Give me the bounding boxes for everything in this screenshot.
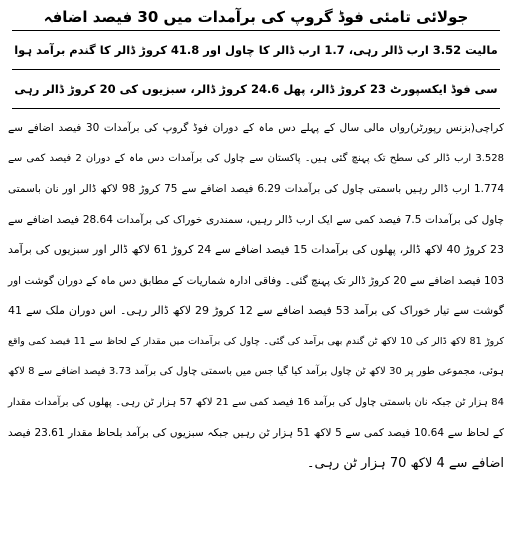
body-line: ہوئی، مجموعی طور پر 30 لاکھ ٹن چاول برآمد کیا گیا جس میں باسمتی چاول کی برآمد 3.73 فیصد اضافے سے 8 لاکھ — [8, 366, 504, 377]
body-line: 1.774 ارب ڈالر رہیں باسمتی چاول کی برآمدات 6.29 فیصد اضافے سے 75 کروڑ 98 لاکھ ڈالر اور نان باسمتی — [8, 183, 504, 195]
body-line: کراچی(بزنس رپورٹر)رواں مالی سال کے پہلے دس ماہ کے دوران فوڈ گروپ کی برآمدات 30 فیصد اضافے سے — [8, 122, 504, 134]
body-line: گوشت سے تیار خوراک کی برآمد 53 فیصد اضافے سے 12 کروڑ 29 لاکھ ڈالر رہی۔ اس دوران ملک سے 41 — [8, 304, 504, 317]
body-line: 84 ہزار ٹن جبکہ نان باسمتی چاول کی برآمد 16 فیصد کمی سے 21 لاکھ 57 ہزار ٹن رہی۔ پھلوں کی برآمدات مقدار — [8, 396, 504, 408]
headline: جولائی تامئی فوڈ گروپ کی برآمدات میں 30 فیصد اضافہ — [43, 8, 469, 26]
body-line: 23 کروڑ 40 لاکھ ڈالر، پھلوں کی برآمدات 15 فیصد اضافے سے 24 کروڑ 61 لاکھ ڈالر اور سبزیوں کی برآمد — [8, 243, 504, 256]
body-line: کروڑ 81 لاکھ ڈالر کی 10 لاکھ ٹن گندم بھی برآمد کی گئی۔ چاول کی برآمدات میں مقدار کے لحاظ سے 11 فیصد کمی واقع — [8, 335, 505, 347]
body-line: 3.528 ارب ڈالر کی سطح تک پہنچ گئی ہیں۔ پاکستان سے چاول کی برآمدات دس ماہ کے دوران 2 فیصد کمی سے — [8, 152, 504, 164]
article-body — [8, 109, 504, 479]
body-line: چاول کی برآمدات 7.5 فیصد کمی سے ایک ارب ڈالر رہیں، سمندری خوراک کی برآمدات 28.64 فیصد اضافے سے — [8, 213, 504, 226]
body-line: 103 فیصد اضافے سے 20 کروڑ ڈالر تک پہنچ گئی۔ وفاقی ادارہ شماریات کے مطابق دس ماہ کے دوران گوشت اور — [8, 274, 504, 287]
body-line: اضافے سے 4 لاکھ 70 ہزار ٹن رہی۔ — [306, 455, 504, 471]
subheadline-2: سی فوڈ ایکسپورٹ 23 کروڑ ڈالر، پھل 24.6 کروڑ ڈالر، سبزیوں کی 20 کروڑ ڈالر رہی — [14, 82, 498, 96]
subheadline-1: مالیت 3.52 ارب ڈالر رہی، 1.7 ارب ڈالر کا چاول اور 41.8 کروڑ ڈالر کا گندم برآمد ہوا — [14, 43, 498, 57]
body-line: کے لحاظ سے 10.64 فیصد کمی سے 5 لاکھ 51 ہزار ٹن رہیں جبکہ سبزیوں کی برآمد بلحاظ مقدار 23.61 فیصد — [8, 427, 504, 439]
